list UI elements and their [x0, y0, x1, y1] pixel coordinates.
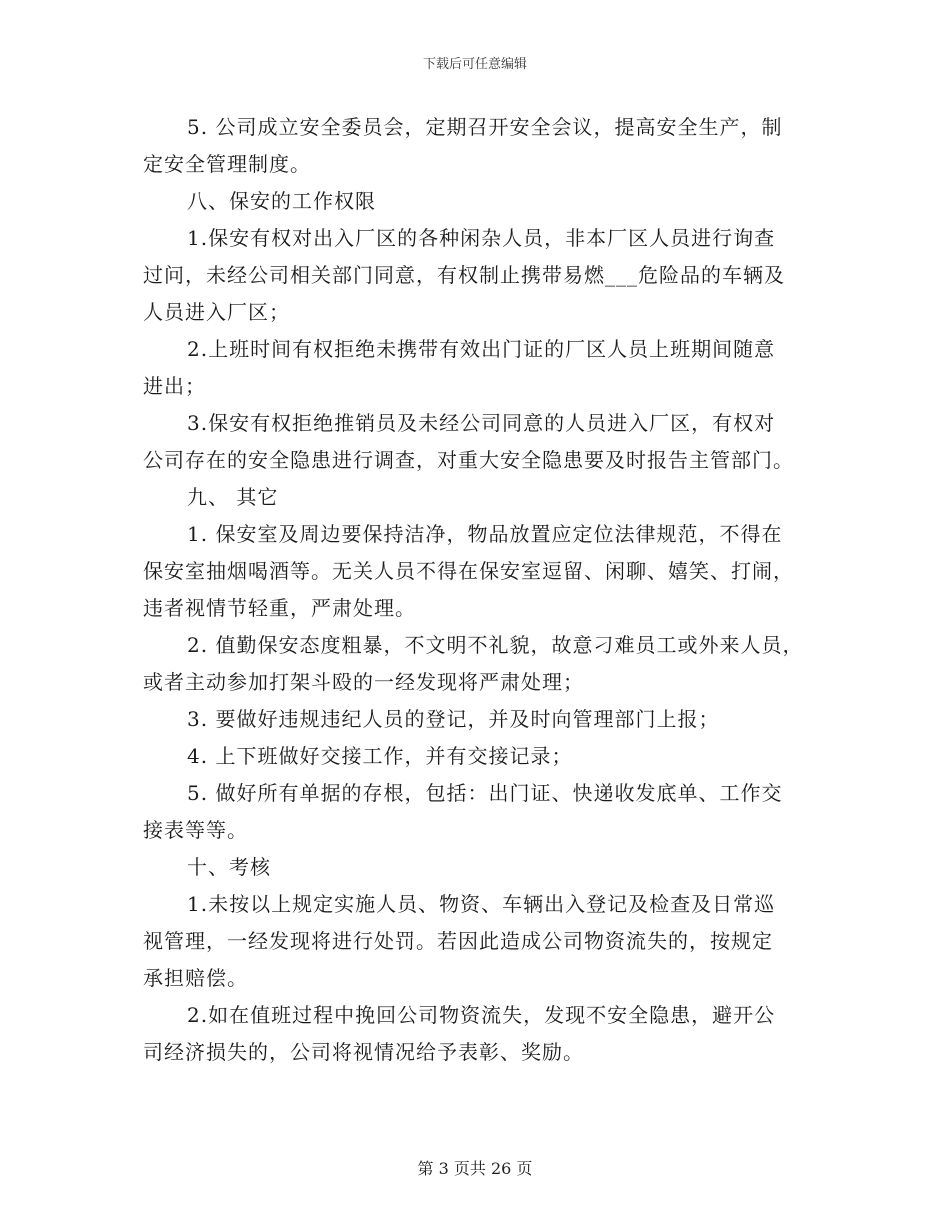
text-line: 过问，未经公司相关部门同意，有权制止携带易燃___危险品的车辆及: [143, 263, 785, 287]
text-line: 2.如在值班过程中挽回公司物资流失，发现不安全隐患，避开公: [187, 1003, 776, 1027]
text-line: 2.上班时间有权拒绝未携带有效出门证的厂区人员上班期间随意: [187, 337, 776, 361]
text-line: 4. 上下班做好交接工作，并有交接记录；: [187, 744, 573, 768]
text-line: 3. 要做好违规违纪人员的登记，并及时向管理部门上报；: [187, 707, 720, 731]
text-line: 违者视情节轻重，严肃处理。: [143, 596, 416, 620]
section-heading: 八、保安的工作权限: [187, 189, 376, 213]
text-line: 人员进入厂区；: [143, 300, 290, 324]
text-line: 1.保安有权对出入厂区的各种闲杂人员，非本厂区人员进行询查: [187, 226, 776, 250]
section-heading: 九、 其它: [187, 485, 279, 509]
text-line: 2. 值勤保安态度粗暴，不文明不礼貌，故意刁难员工或外来人员，: [187, 633, 804, 657]
text-line: 视管理，一经发现将进行处罚。若因此造成公司物资流失的，按规定: [143, 929, 773, 953]
document-body: [143, 109, 823, 1071]
text-line: 1.未按以上规定实施人员、物资、车辆出入登记及检查及日常巡: [187, 892, 776, 916]
text-line: 5. 公司成立安全委员会，定期召开安全会议，提高安全生产，制: [187, 115, 783, 139]
text-line: 进出；: [143, 374, 206, 398]
text-line: 保安室抽烟喝酒等。无关人员不得在保安室逗留、闲聊、嬉笑、打闹，: [143, 559, 794, 583]
text-line: 或者主动参加打架斗殴的一经发现将严肃处理；: [143, 670, 584, 694]
text-line: 接表等等。: [143, 818, 248, 842]
section-heading: 十、考核: [187, 855, 271, 879]
page-header-note: 下载后可任意编辑: [422, 57, 527, 72]
text-line: 1. 保安室及周边要保持洁净，物品放置应定位法律规范，不得在: [187, 522, 783, 546]
text-line: 3.保安有权拒绝推销员及未经公司同意的人员进入厂区，有权对: [187, 411, 776, 435]
text-line: 5. 做好所有单据的存根，包括：出门证、快递收发底单、工作交: [187, 781, 783, 805]
text-line: 承担赔偿。: [143, 966, 248, 990]
text-line: 公司存在的安全隐患进行调查，对重大安全隐患要及时报告主管部门。: [143, 448, 794, 472]
text-line: 定安全管理制度。: [143, 152, 311, 176]
text-line: 司经济损失的，公司将视情况给予表彰、奖励。: [143, 1040, 584, 1064]
page-number: 第 3 页共 26 页: [417, 1159, 533, 1178]
